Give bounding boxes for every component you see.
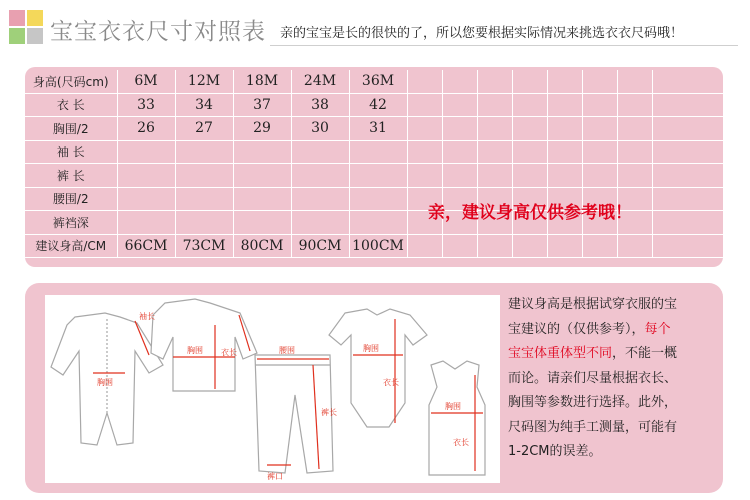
vest-outline xyxy=(429,361,485,475)
table-cell: 42 xyxy=(349,93,407,117)
table-cell: 36M xyxy=(349,70,407,93)
empty-cell xyxy=(442,70,477,93)
empty-cell xyxy=(512,93,547,117)
empty-cell xyxy=(547,234,582,258)
empty-cell xyxy=(652,117,723,141)
table-cell xyxy=(233,164,291,188)
empty-cell xyxy=(652,164,723,188)
table-cell xyxy=(291,164,349,188)
table-cell xyxy=(117,187,175,211)
pink-square xyxy=(9,10,25,26)
table-cell xyxy=(233,140,291,164)
table-cell: 12M xyxy=(175,70,233,93)
note-text: 胸围等参数进行选择。此外， xyxy=(508,395,678,410)
empty-cell xyxy=(617,234,652,258)
longsleeve-top-outline xyxy=(151,299,257,391)
empty-cell xyxy=(582,164,617,188)
table-cell xyxy=(175,164,233,188)
table-cell: 18M xyxy=(233,70,291,93)
empty-cell xyxy=(652,93,723,117)
row-label: 裤裆深 xyxy=(25,211,117,235)
size-table-panel xyxy=(25,67,723,267)
table-cell: 27 xyxy=(175,117,233,141)
note-tail: 每个 xyxy=(644,321,671,337)
empty-cell xyxy=(407,117,442,141)
page-title: 宝宝衣衣尺寸对照表 xyxy=(50,19,266,45)
table-cell xyxy=(349,164,407,188)
empty-cell xyxy=(512,164,547,188)
empty-cell xyxy=(547,164,582,188)
table-cell xyxy=(233,187,291,211)
empty-cell xyxy=(547,140,582,164)
chest-label: 胸围 xyxy=(97,378,113,387)
note-text: 建议身高是根据试穿衣服的宝 xyxy=(508,297,678,312)
note-text: 尺码图为纯手工测量，可能有 xyxy=(508,419,678,435)
yellow-square xyxy=(27,10,43,26)
table-cell xyxy=(175,187,233,211)
bodysuit-outline xyxy=(329,309,427,427)
note-tail: ，不能一概 xyxy=(612,346,678,361)
note-line xyxy=(508,391,720,416)
row-label: 身高(尺码cm) xyxy=(25,70,117,93)
table-cell: 31 xyxy=(349,117,407,141)
garment-measurement-illustration xyxy=(45,295,500,483)
bodysuit-length-label: 衣长 xyxy=(383,378,399,387)
table-cell: 38 xyxy=(291,93,349,117)
empty-cell xyxy=(477,117,512,141)
table-cell: 6M xyxy=(117,70,175,93)
empty-cell xyxy=(512,117,547,141)
note-line xyxy=(508,318,720,343)
bodysuit-chest-label: 胸围 xyxy=(363,344,379,353)
empty-cell xyxy=(512,70,547,93)
row-label: 建议身高/CM xyxy=(25,234,117,258)
empty-cell xyxy=(407,234,442,258)
sleeve-label: 袖长 xyxy=(139,312,155,321)
empty-cell xyxy=(442,93,477,117)
empty-cell xyxy=(477,70,512,93)
table-cell: 33 xyxy=(117,93,175,117)
empty-cell xyxy=(407,140,442,164)
empty-cell xyxy=(582,117,617,141)
pants-length-label: 裤长 xyxy=(321,408,337,417)
empty-cell xyxy=(617,164,652,188)
row-label: 腰围/2 xyxy=(25,187,117,211)
empty-cell xyxy=(582,140,617,164)
measurement-diagram xyxy=(45,295,500,483)
note-line xyxy=(508,367,720,392)
length-label: 衣长 xyxy=(221,348,237,357)
note-text: 1-2CM的误差。 xyxy=(508,444,602,459)
empty-cell xyxy=(617,117,652,141)
table-cell xyxy=(291,140,349,164)
table-cell: 100CM xyxy=(349,234,407,258)
table-cell: 90CM xyxy=(291,234,349,258)
table-row xyxy=(25,93,723,117)
vest-chest-label: 胸围 xyxy=(445,402,461,411)
empty-cell xyxy=(442,117,477,141)
table-row xyxy=(25,164,723,188)
empty-cell xyxy=(547,117,582,141)
empty-cell xyxy=(512,140,547,164)
grey-square xyxy=(27,28,43,44)
table-cell xyxy=(291,187,349,211)
green-square xyxy=(9,28,25,44)
waist-label: 腰围 xyxy=(279,346,295,355)
table-cell xyxy=(349,211,407,235)
row-label: 裤 长 xyxy=(25,164,117,188)
empty-cell xyxy=(652,187,723,211)
table-cell: 24M xyxy=(291,70,349,93)
empty-cell xyxy=(512,234,547,258)
row-label: 衣 长 xyxy=(25,93,117,117)
table-cell: 26 xyxy=(117,117,175,141)
note-line xyxy=(508,293,720,318)
empty-cell xyxy=(617,140,652,164)
table-cell: 37 xyxy=(233,93,291,117)
empty-cell xyxy=(477,140,512,164)
table-row xyxy=(25,234,723,258)
table-cell: 29 xyxy=(233,117,291,141)
empty-cell xyxy=(407,70,442,93)
empty-cell xyxy=(477,234,512,258)
table-row xyxy=(25,70,723,93)
sizing-note xyxy=(508,293,720,465)
vest-length-label: 衣长 xyxy=(453,438,469,447)
empty-cell xyxy=(652,234,723,258)
row-label: 袖 长 xyxy=(25,140,117,164)
empty-cell xyxy=(617,70,652,93)
row-label: 胸围/2 xyxy=(25,117,117,141)
table-cell xyxy=(349,140,407,164)
table-cell: 80CM xyxy=(233,234,291,258)
table-cell xyxy=(117,140,175,164)
empty-cell xyxy=(442,140,477,164)
note-text: 宝建议的（仅供参考）， xyxy=(508,321,645,337)
empty-cell xyxy=(477,164,512,188)
empty-cell xyxy=(582,93,617,117)
empty-cell xyxy=(617,93,652,117)
table-cell: 73CM xyxy=(175,234,233,258)
table-cell xyxy=(117,211,175,235)
page-subtitle: 亲的宝宝是长的很快的了，所以您要根据实际情况来挑选衣衣尺码哦！ xyxy=(280,26,684,41)
table-cell: 66CM xyxy=(117,234,175,258)
empty-cell xyxy=(442,164,477,188)
empty-cell xyxy=(652,140,723,164)
decorative-squares xyxy=(9,10,43,44)
table-cell xyxy=(349,187,407,211)
empty-cell xyxy=(582,234,617,258)
table-cell xyxy=(233,211,291,235)
note-text: 宝宝体重体型不同 xyxy=(508,346,613,361)
table-cell: 34 xyxy=(175,93,233,117)
empty-cell xyxy=(547,93,582,117)
note-line xyxy=(508,342,720,367)
empty-cell xyxy=(407,93,442,117)
table-cell xyxy=(175,140,233,164)
height-notice: 亲，建议身高仅供参考哦！ xyxy=(428,203,632,223)
header xyxy=(0,0,750,62)
chest-label-2: 胸围 xyxy=(187,346,203,355)
note-line xyxy=(508,440,720,465)
note-text: 而论。请亲们尽量根据衣长、 xyxy=(508,370,678,386)
empty-cell xyxy=(442,234,477,258)
empty-cell xyxy=(582,70,617,93)
empty-cell xyxy=(407,164,442,188)
table-cell xyxy=(117,164,175,188)
empty-cell xyxy=(477,93,512,117)
table-cell xyxy=(175,211,233,235)
cuff-label: 裤口 xyxy=(267,472,283,481)
empty-cell xyxy=(652,70,723,93)
empty-cell xyxy=(652,211,723,235)
table-cell xyxy=(291,211,349,235)
note-line xyxy=(508,416,720,441)
table-cell: 30 xyxy=(291,117,349,141)
size-table xyxy=(25,70,723,258)
header-divider xyxy=(270,45,738,46)
table-row xyxy=(25,140,723,164)
empty-cell xyxy=(547,70,582,93)
table-row xyxy=(25,117,723,141)
